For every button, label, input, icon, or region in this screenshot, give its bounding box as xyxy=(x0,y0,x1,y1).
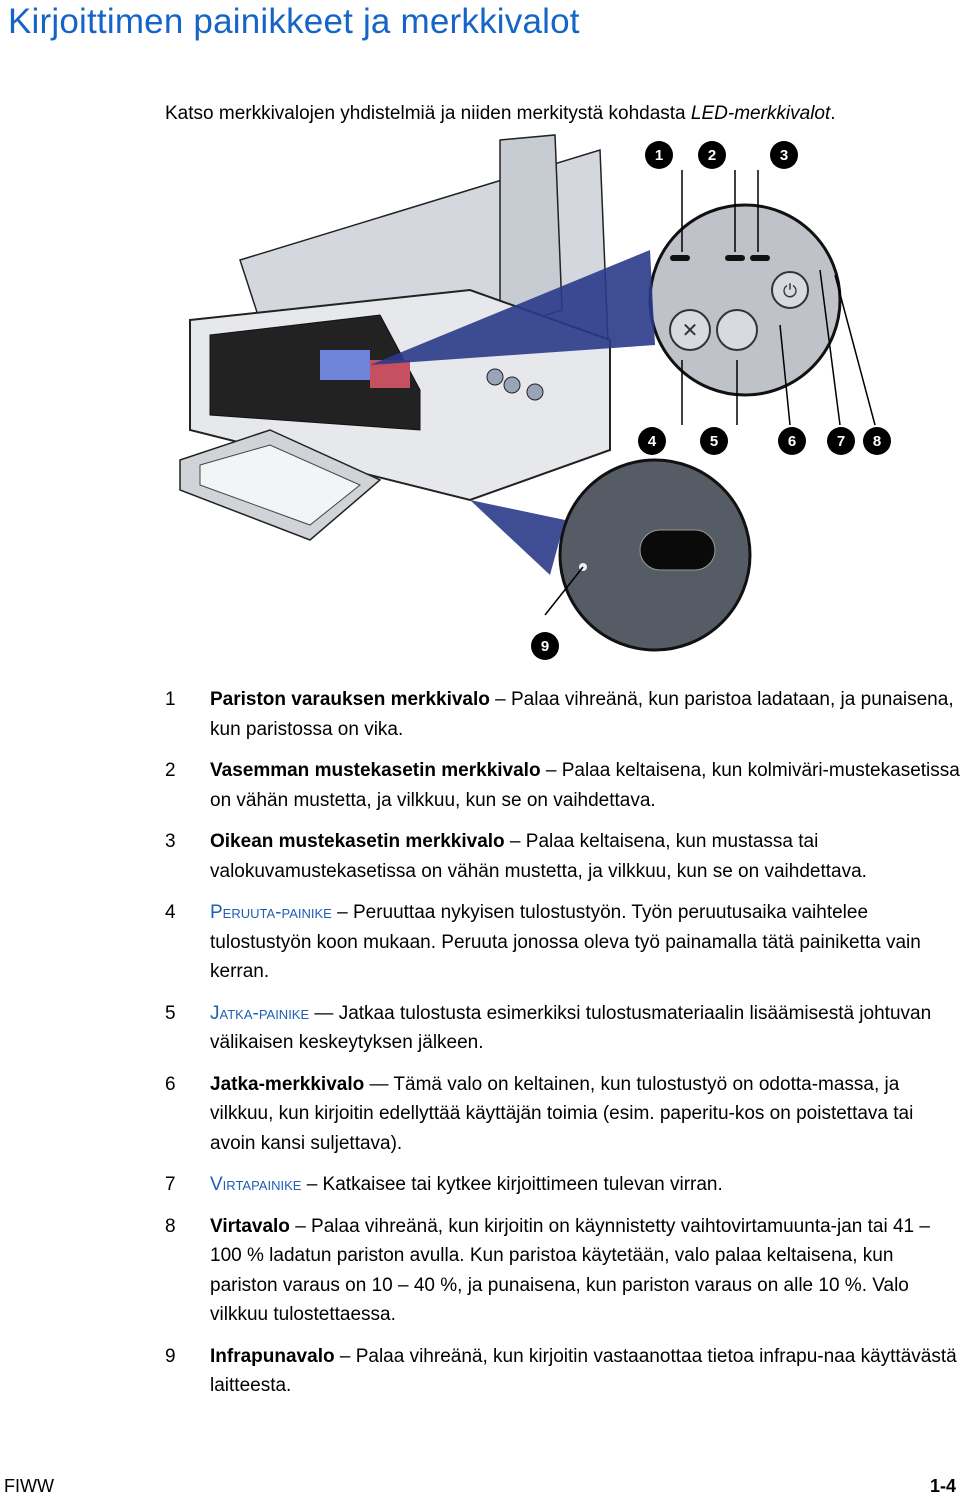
item-text: – Katkaisee tai kytkee kirjoittimeen tulevan virran. xyxy=(301,1174,723,1195)
callout-2: 2 xyxy=(698,141,726,169)
item-body xyxy=(210,1212,960,1330)
item-text: – Peruuttaa nykyisen tulostustyön. Työn peruutusaika vaihtelee tulostustyön koon mukaan. Peruuta jonossa oleva työ painamalla tätä painiketta vain kerran. xyxy=(210,902,921,982)
callout-7: 7 xyxy=(827,427,855,455)
footer-left: FIWW xyxy=(4,1476,54,1496)
item-number: 7 xyxy=(165,1174,176,1195)
item-body xyxy=(210,1170,960,1200)
item-text: – Palaa keltaisena, kun mustassa tai valokuvamustekasetissa on vähän mustetta, ja vilkkuu, kun se on vaihdettava. xyxy=(210,831,867,882)
list-item xyxy=(165,685,960,744)
item-number: 2 xyxy=(165,760,176,781)
legend-list xyxy=(165,685,960,1401)
list-item xyxy=(165,898,960,987)
printer-figure xyxy=(170,130,910,670)
list-item xyxy=(165,827,960,886)
item-number: 9 xyxy=(165,1345,176,1367)
callout-8: 8 xyxy=(863,427,891,455)
intro-link[interactable]: LED-merkkivalot xyxy=(690,103,831,124)
item-body xyxy=(210,827,960,886)
item-number: 8 xyxy=(165,1215,176,1237)
list-item xyxy=(165,756,960,815)
item-body xyxy=(210,1342,960,1401)
page-number: 1-4 xyxy=(929,1476,956,1496)
list-item xyxy=(165,1342,960,1401)
item-title: Virtapainike xyxy=(210,1174,302,1195)
item-text: – Palaa vihreänä, kun kirjoitin on käynnistetty vaihtovirtamuunta-jan tai 41 – 100 % ladatun pariston avulla. Kun paristoa käytetään, valo palaa keltaisena, kun pariston varaus on 10 – 40 %, ja punaisena, kun pariston varaus on alle 10 %. Valo vilkkuu tulostettaessa. xyxy=(210,1215,930,1325)
svg-text:⏻: ⏻ xyxy=(782,281,798,301)
item-text: – Palaa vihreänä, kun kirjoitin vastaanottaa tietoa infrapu-naa käyttävästä laitteesta. xyxy=(210,1345,957,1396)
item-number: 5 xyxy=(165,1002,176,1024)
item-title: Pariston varauksen merkkivalo xyxy=(210,689,490,710)
item-number: 4 xyxy=(165,902,176,923)
intro-end: . xyxy=(830,103,836,124)
callout-9: 9 xyxy=(531,632,559,660)
svg-text:✕: ✕ xyxy=(681,320,699,342)
list-item xyxy=(165,999,960,1058)
item-body xyxy=(210,756,960,815)
item-text: – Palaa keltaisena, kun kolmiväri-mustekasetissa on vähän mustetta, ja vilkkuu, kun se on vaihdettava. xyxy=(210,760,960,811)
item-text: — Jatkaa tulostusta esimerkiksi tulostusmateriaalin lisäämisestä johtuvan välikaisen keskeytyksen jälkeen. xyxy=(210,1002,932,1053)
item-title: Jatka-merkkivalo xyxy=(210,1073,365,1095)
item-body xyxy=(210,999,960,1058)
item-body xyxy=(210,1070,960,1159)
item-title: Oikean mustekasetin merkkivalo xyxy=(210,831,505,852)
item-body xyxy=(210,685,960,744)
intro-paragraph xyxy=(165,103,836,125)
item-body xyxy=(210,898,960,987)
callout-1: 1 xyxy=(645,141,673,169)
item-title: Infrapunavalo xyxy=(210,1345,335,1367)
list-item xyxy=(165,1170,960,1200)
item-text: – Palaa vihreänä, kun paristoa ladataan, ja punaisena, kun paristossa on vika. xyxy=(210,689,954,740)
callout-6: 6 xyxy=(778,427,806,455)
printer-illustration xyxy=(170,130,910,670)
item-number: 1 xyxy=(165,689,176,710)
list-item xyxy=(165,1070,960,1159)
item-text: — Tämä valo on keltainen, kun tulostustyö on odotta-massa, ja vilkkuu, kun kirjoitin edellyttää käyttäjän toimia (esim. paperitu-kos on poistettava tai avoin kansi suljettava). xyxy=(210,1073,914,1154)
list-item xyxy=(165,1212,960,1330)
item-number: 3 xyxy=(165,831,176,852)
item-title: Peruuta-painike xyxy=(210,902,332,923)
callout-3: 3 xyxy=(770,141,798,169)
item-number: 6 xyxy=(165,1073,176,1095)
page-title: Kirjoittimen painikkeet ja merkkivalot xyxy=(8,2,580,41)
intro-text: Katso merkkivalojen yhdistelmiä ja niiden merkitystä kohdasta xyxy=(165,103,691,124)
item-title: Vasemman mustekasetin merkkivalo xyxy=(210,760,541,781)
callout-4: 4 xyxy=(638,427,666,455)
callout-5: 5 xyxy=(700,427,728,455)
item-title: Virtavalo xyxy=(210,1215,290,1237)
item-title: Jatka-painike xyxy=(210,1002,310,1024)
